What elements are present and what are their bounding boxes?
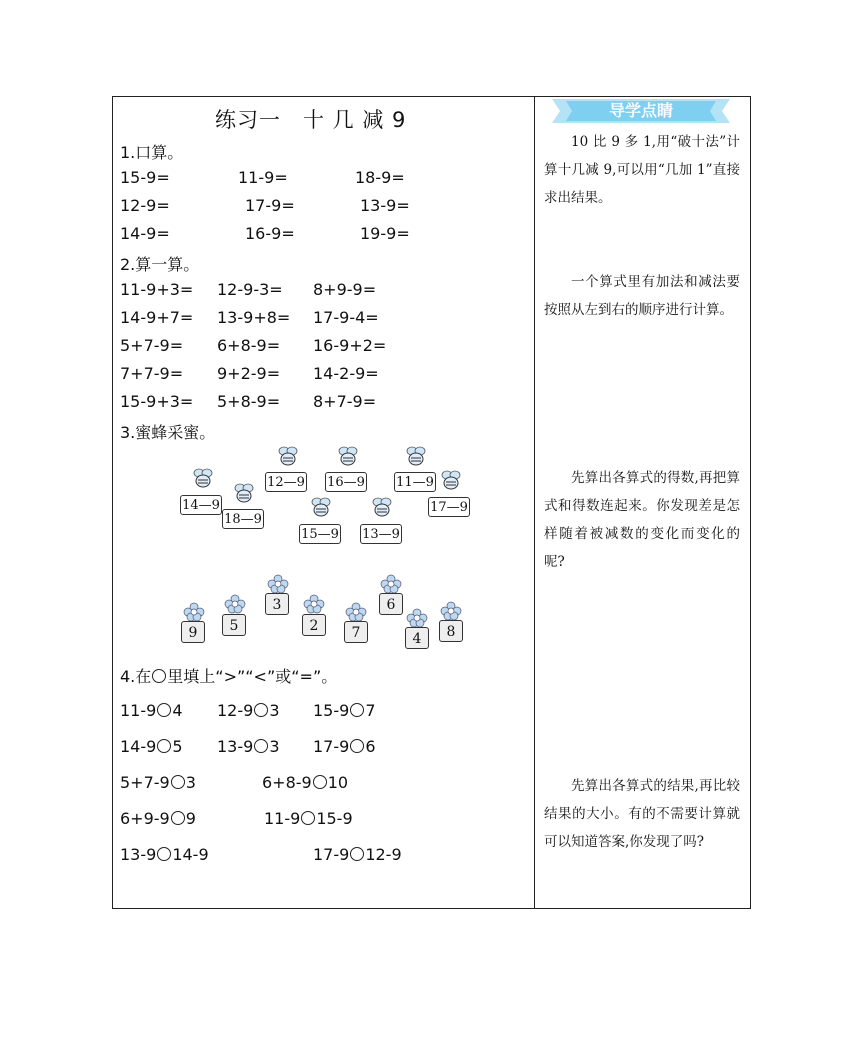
oral-problem: 17-9=	[245, 196, 295, 215]
compare-left: 11-9	[120, 701, 157, 720]
compare-right: 6	[365, 737, 376, 756]
compare-item	[120, 773, 196, 792]
compare-item	[120, 809, 196, 828]
oral-problem: 14-9=	[120, 224, 170, 243]
compare-right: 3	[269, 701, 280, 720]
flower-number[interactable]: 9	[181, 621, 205, 643]
compare-circle[interactable]	[171, 811, 185, 825]
tip-text: 一个算式里有加法和减法要按照从左到右的顺序进行计算。	[544, 274, 740, 318]
calc-problem: 7+7-9=	[120, 364, 184, 383]
section-4-heading	[120, 664, 337, 687]
compare-right: 15-9	[316, 809, 353, 828]
compare-right: 10	[327, 773, 349, 792]
bee-card[interactable]: 17—9	[428, 497, 470, 517]
oral-problem: 11-9=	[238, 168, 288, 187]
compare-item	[120, 845, 209, 864]
compare-left: 6+8-9	[262, 773, 312, 792]
page-title: 练习一 十 几 减 9	[215, 108, 407, 132]
bee-icon	[439, 469, 463, 491]
compare-right: 12-9	[365, 845, 402, 864]
section-1-heading: 1.口算。	[120, 143, 184, 162]
flower-icon	[380, 574, 402, 594]
compare-left: 5+7-9	[120, 773, 170, 792]
compare-circle[interactable]	[254, 703, 268, 717]
compare-left: 6+9-9	[120, 809, 170, 828]
calc-problem: 6+8-9=	[217, 336, 281, 355]
compare-right: 14-9	[172, 845, 209, 864]
compare-left: 17-9	[313, 845, 350, 864]
calc-problem: 12-9-3=	[217, 280, 283, 299]
heading-suffix: 里填上“>”“<”或“=”。	[167, 667, 338, 686]
compare-right: 3	[185, 773, 196, 792]
bee-card[interactable]: 14—9	[180, 495, 222, 515]
flower-icon	[406, 608, 428, 628]
compare-left: 15-9	[313, 701, 350, 720]
compare-circle[interactable]	[157, 703, 171, 717]
compare-left: 12-9	[217, 701, 254, 720]
compare-circle[interactable]	[350, 739, 364, 753]
circle-icon	[152, 669, 166, 683]
compare-circle[interactable]	[171, 775, 185, 789]
compare-circle[interactable]	[313, 775, 327, 789]
compare-circle[interactable]	[254, 739, 268, 753]
compare-circle[interactable]	[157, 739, 171, 753]
compare-item	[313, 701, 376, 720]
flower-number[interactable]: 5	[222, 614, 246, 636]
compare-item	[262, 773, 348, 792]
tip-text: 先算出各算式的得数,再把算式和得数连起来。你发现差是怎样随着被减数的变化而变化的呢?	[544, 470, 740, 570]
compare-item	[217, 701, 280, 720]
compare-right: 3	[269, 737, 280, 756]
calc-problem: 17-9-4=	[313, 308, 379, 327]
compare-circle[interactable]	[301, 811, 315, 825]
bee-icon	[191, 467, 215, 489]
bee-icon	[276, 445, 300, 467]
bee-card[interactable]: 16—9	[325, 472, 367, 492]
calc-problem: 13-9+8=	[217, 308, 291, 327]
calc-problem: 9+2-9=	[217, 364, 281, 383]
heading-prefix: 4.在	[120, 667, 152, 686]
flower-icon	[183, 602, 205, 622]
compare-left: 13-9	[120, 845, 157, 864]
calc-problem: 14-2-9=	[313, 364, 379, 383]
flower-number[interactable]: 6	[379, 593, 403, 615]
oral-problem: 15-9=	[120, 168, 170, 187]
compare-item	[120, 701, 183, 720]
flower-number[interactable]: 7	[344, 621, 368, 643]
calc-problem: 8+9-9=	[313, 280, 377, 299]
flower-icon	[440, 601, 462, 621]
oral-problem: 19-9=	[360, 224, 410, 243]
flower-icon	[224, 594, 246, 614]
tip-text: 10 比 9 多 1,用“破十法”计算十几减 9,可以用“几加 1”直接求出结果。	[544, 134, 740, 206]
calc-problem: 16-9+2=	[313, 336, 387, 355]
bee-card[interactable]: 18—9	[222, 509, 264, 529]
oral-problem: 12-9=	[120, 196, 170, 215]
calc-problem: 14-9+7=	[120, 308, 194, 327]
bee-icon	[309, 496, 333, 518]
oral-problem: 13-9=	[360, 196, 410, 215]
bee-card[interactable]: 12—9	[265, 472, 307, 492]
compare-left: 13-9	[217, 737, 254, 756]
calc-problem: 11-9+3=	[120, 280, 194, 299]
flower-icon	[345, 602, 367, 622]
bee-icon	[370, 496, 394, 518]
compare-left: 17-9	[313, 737, 350, 756]
section-2-heading: 2.算一算。	[120, 255, 200, 274]
section-3-heading: 3.蜜蜂采蜜。	[120, 423, 216, 442]
bee-icon	[404, 445, 428, 467]
calc-problem: 15-9+3=	[120, 392, 194, 411]
compare-right: 7	[365, 701, 376, 720]
compare-circle[interactable]	[157, 847, 171, 861]
tip-text: 先算出各算式的结果,再比较结果的大小。有的不需要计算就可以知道答案,你发现了吗?	[544, 778, 740, 850]
compare-item	[217, 737, 280, 756]
flower-number[interactable]: 2	[302, 614, 326, 636]
compare-item	[313, 845, 402, 864]
calc-problem: 5+8-9=	[217, 392, 281, 411]
bee-icon	[336, 445, 360, 467]
flower-icon	[267, 574, 289, 594]
column-divider	[534, 96, 535, 909]
compare-circle[interactable]	[350, 847, 364, 861]
oral-problem: 18-9=	[355, 168, 405, 187]
compare-left: 14-9	[120, 737, 157, 756]
bee-card[interactable]: 15—9	[299, 524, 341, 544]
bee-icon	[232, 482, 256, 504]
compare-left: 11-9	[264, 809, 301, 828]
oral-problem: 16-9=	[245, 224, 295, 243]
calc-problem: 5+7-9=	[120, 336, 184, 355]
compare-right: 4	[172, 701, 183, 720]
bee-card[interactable]: 11—9	[394, 472, 436, 492]
flower-number[interactable]: 3	[265, 593, 289, 615]
compare-right: 9	[185, 809, 196, 828]
compare-right: 5	[172, 737, 183, 756]
calc-problem: 8+7-9=	[313, 392, 377, 411]
compare-circle[interactable]	[350, 703, 364, 717]
compare-item	[264, 809, 353, 828]
flower-icon	[303, 594, 325, 614]
flower-number[interactable]: 8	[439, 620, 463, 642]
bee-card[interactable]: 13—9	[360, 524, 402, 544]
compare-item	[313, 737, 376, 756]
banner-title: 导学点睛	[608, 101, 673, 120]
flower-number[interactable]: 4	[405, 627, 429, 649]
compare-item	[120, 737, 183, 756]
